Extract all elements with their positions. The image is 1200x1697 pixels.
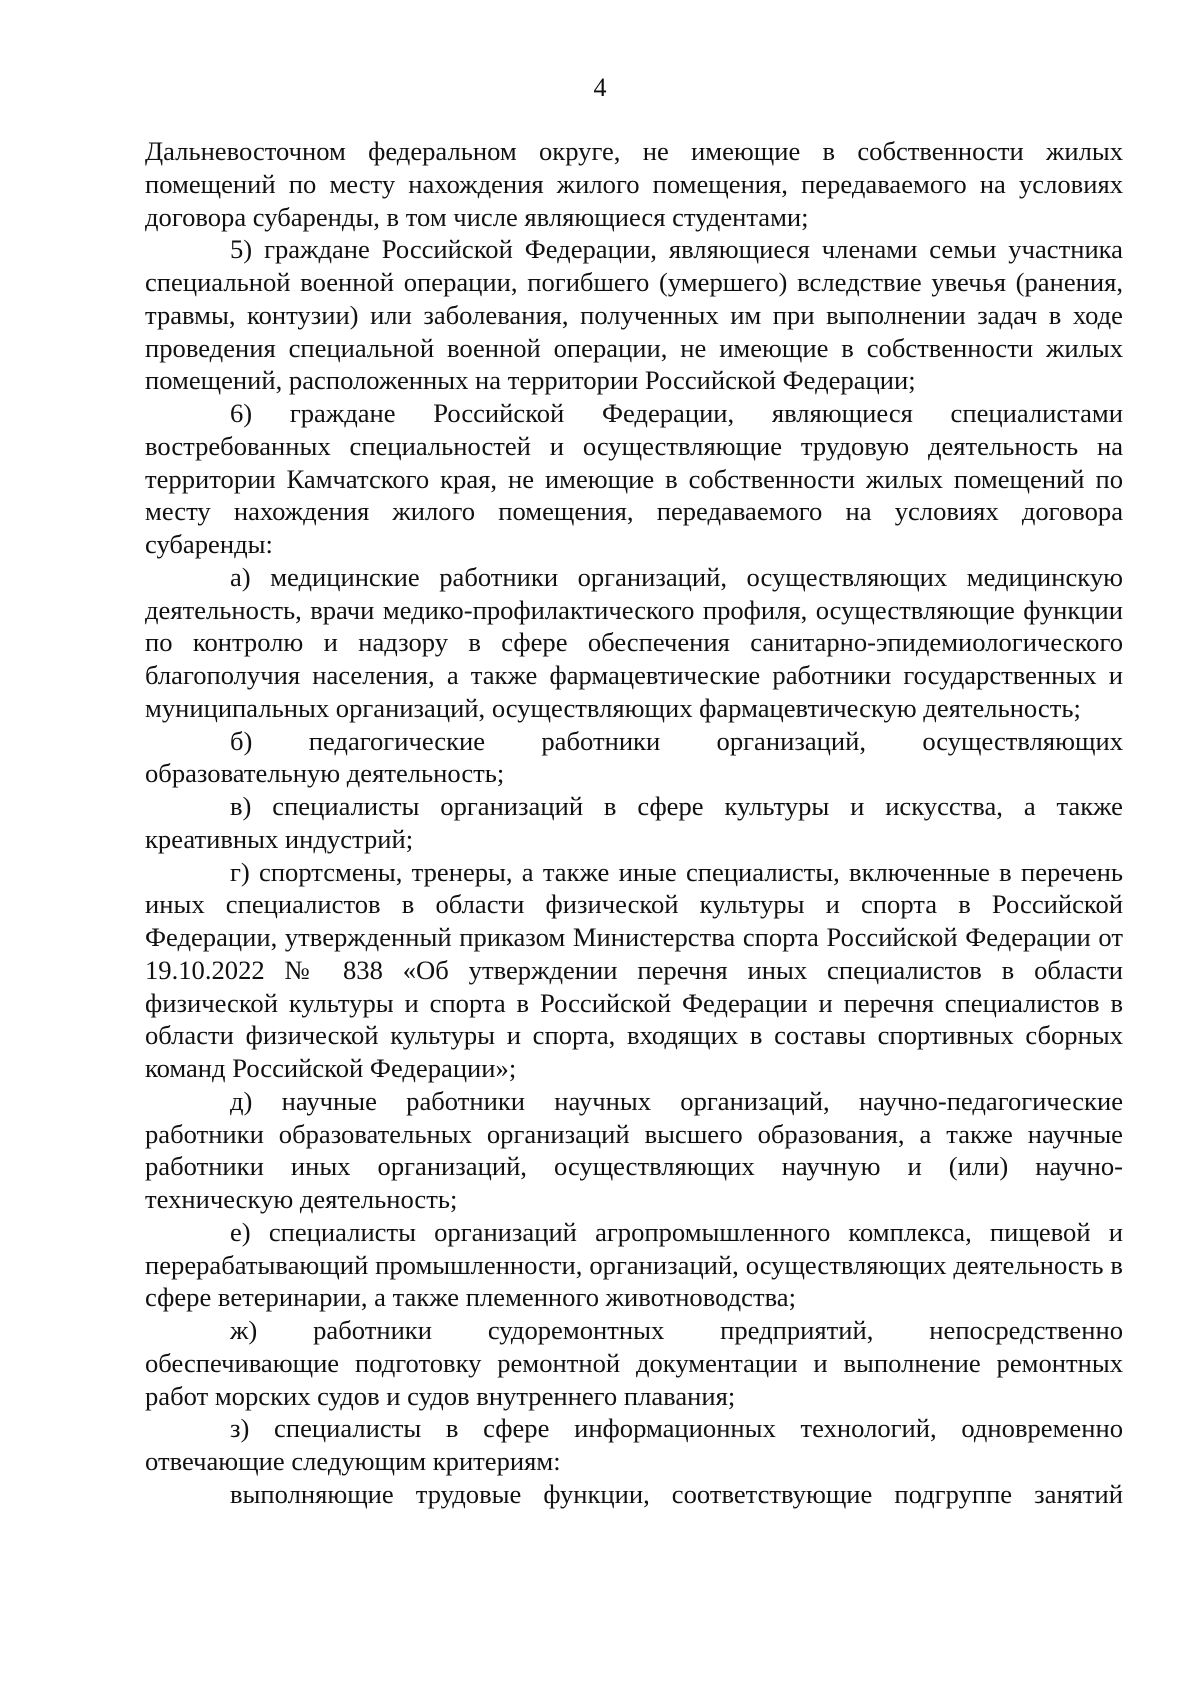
document-body	[145, 135, 1123, 1511]
paragraph-subitem-b: б) педагогические работники организаций, осуществляющих образовательную деятельность;	[145, 725, 1123, 789]
paragraph-subitem-v: в) специалисты организаций в сфере культуры и искусства, а также креативных индустрий;	[145, 791, 1123, 854]
paragraph-criteria: выполняющие трудовые функции, соответствующие подгруппе занятий	[230, 1478, 1123, 1509]
paragraph-continuation: Дальневосточном федеральном округе, не имеющие в собственности жилых помещений по месту нахождения жилого помещения, передаваемого на условиях договора субаренды, в том числе являющиеся студентами;	[145, 136, 1123, 232]
paragraph-subitem-d: д) научные работники научных организаций, научно-педагогические работники образовательных организаций высшего образования, а также научные работники иных организаций, осуществляющих научную и (или) научно-техническую деятельность;	[145, 1085, 1123, 1214]
paragraph-item-5: 5) граждане Российской Федерации, являющиеся членами семьи участника специальной военной операции, погибшего (умершего) вследствие увечья (ранения, травмы, контузии) или заболевания, полученных им при выполнении задач в ходе проведения специальной военной операции, не имеющие в собственности жилых помещений, расположенных на территории Российской Федерации;	[145, 234, 1123, 396]
paragraph-subitem-zh: ж) работники судоремонтных предприятий, непосредственно обеспечивающие подготовку ремонтной документации и выполнение ремонтных работ морских судов и судов внутреннего плавания;	[145, 1315, 1123, 1411]
paragraph-subitem-a: а) медицинские работники организаций, осуществляющих медицинскую деятельность, врачи медико-профилактического профиля, осуществляющие функции по контролю и надзору в сфере обеспечения санитарно-эпидемиологического благополучия населения, а также фармацевтические работники государственных и муниципальных организаций, осуществляющих фармацевтическую деятельность;	[145, 561, 1123, 723]
paragraph-subitem-z: з) специалисты в сфере информационных технологий, одновременно отвечающие следующим критериям:	[145, 1413, 1123, 1476]
paragraph-subitem-g: г) спортсмены, тренеры, а также иные специалисты, включенные в перечень иных специалистов в области физической культуры и спорта в Российской Федерации, утвержденный приказом Министерства спорта Российской Федерации от 19.10.2022 № 838 «Об утверждении перечня иных специалистов в области физической культуры и спорта в Российской Федерации и перечня специалистов в области физической культуры и спорта, входящих в составы спортивных сборных команд Российской Федерации»;	[145, 856, 1123, 1083]
paragraph-subitem-e: е) специалисты организаций агропромышленного комплекса, пищевой и перерабатывающий промышленности, организаций, осуществляющих деятельность в сфере ветеринарии, а также племенного животноводства;	[145, 1216, 1123, 1313]
paragraph-item-6: 6) граждане Российской Федерации, являющиеся специалистами востребованных специальностей и осуществляющие трудовую деятельность на территории Камчатского края, не имеющие в собственности жилых помещений по месту нахождения жилого помещения, передаваемого на условиях договора субаренды:	[145, 398, 1123, 559]
page-number: 4	[593, 73, 607, 102]
